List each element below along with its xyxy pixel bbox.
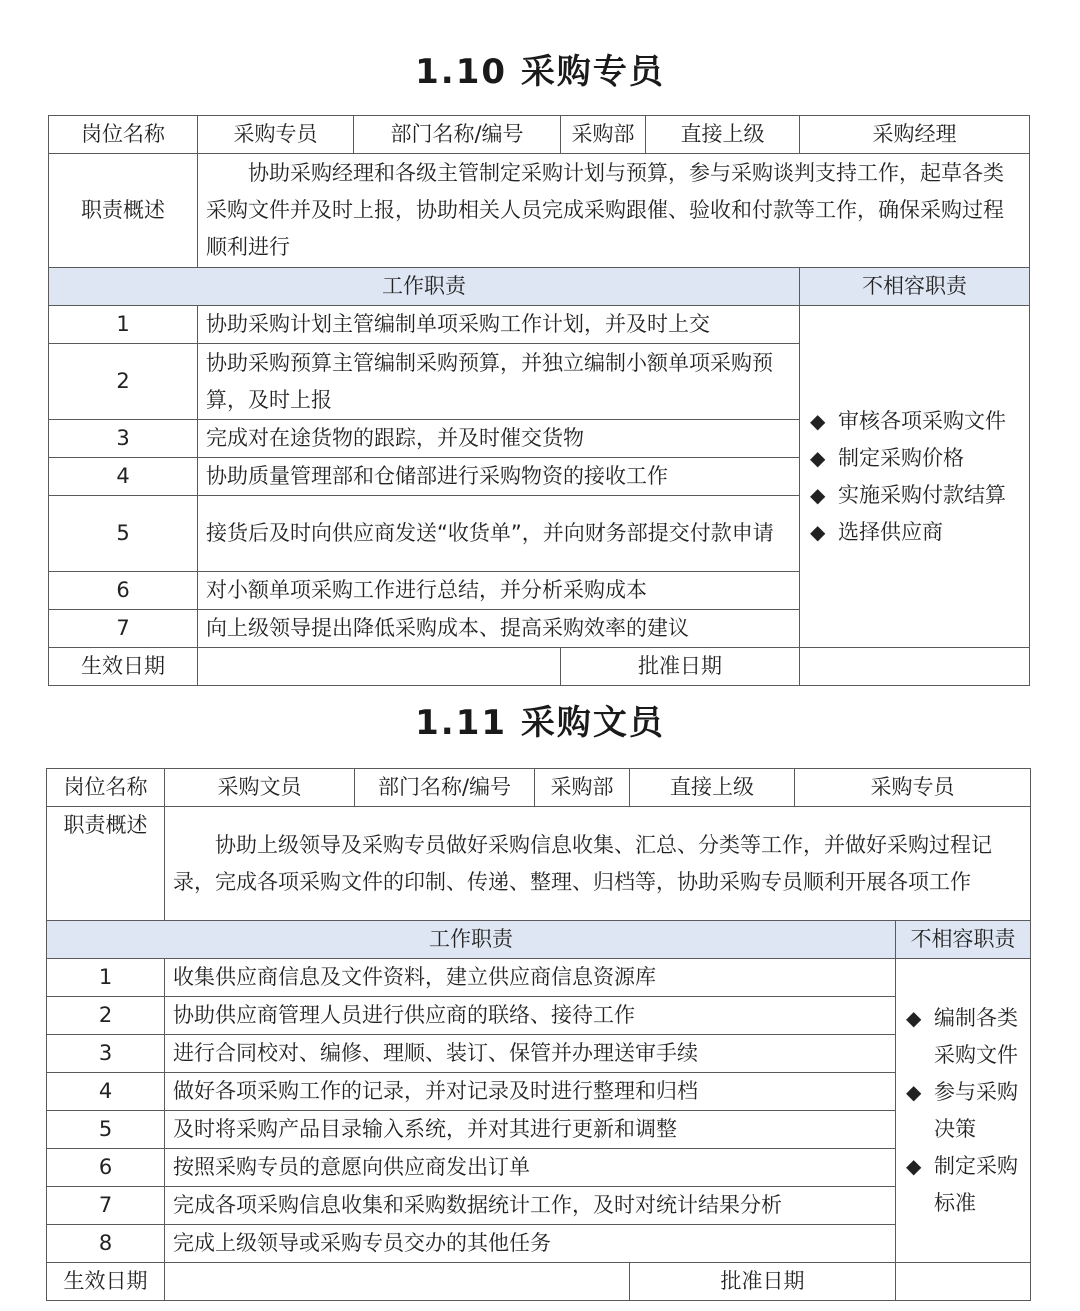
list-item: ◆ 制定采购标准 (904, 1148, 1024, 1222)
superior-label: 直接上级 (646, 116, 800, 154)
duty-text: 协助供应商管理人员进行供应商的联络、接待工作 (165, 997, 896, 1035)
duty-text: 协助质量管理部和仓储部进行采购物资的接收工作 (198, 458, 800, 496)
diamond-bullet-icon: ◆ (810, 519, 826, 544)
duty-number: 1 (49, 306, 198, 344)
duty-number: 2 (49, 344, 198, 420)
department-value: 采购部 (561, 116, 646, 154)
diamond-bullet-icon: ◆ (810, 482, 826, 507)
duty-text: 对小额单项采购工作进行总结，并分析采购成本 (198, 572, 800, 610)
duty-number: 4 (47, 1073, 165, 1111)
effective-date-value (198, 648, 561, 686)
footer-row (47, 1263, 1031, 1301)
effective-date-value (165, 1263, 630, 1301)
approval-date-label: 批准日期 (630, 1263, 896, 1301)
header-row (49, 116, 1030, 154)
superior-value: 采购专员 (795, 769, 1031, 807)
duty-text: 协助采购计划主管编制单项采购工作计划，并及时上交 (198, 306, 800, 344)
incompatible-header: 不相容职责 (896, 921, 1031, 959)
duty-text: 进行合同校对、编修、理顺、装订、保管并办理送审手续 (165, 1035, 896, 1073)
duty-number: 6 (47, 1149, 165, 1187)
incompatible-header: 不相容职责 (800, 268, 1030, 306)
diamond-bullet-icon: ◆ (906, 1005, 922, 1030)
list-item: ◆ 参与采购决策 (904, 1074, 1024, 1148)
incompatible-duties (896, 959, 1031, 1263)
duty-text: 接货后及时向供应商发送“收货单”，并向财务部提交付款申请 (198, 496, 800, 572)
duty-number: 4 (49, 458, 198, 496)
duties-header-row (49, 268, 1030, 306)
duty-number: 7 (49, 610, 198, 648)
list-item: ◆ 编制各类采购文件 (904, 1000, 1024, 1074)
effective-date-label: 生效日期 (47, 1263, 165, 1301)
header-row (47, 769, 1031, 807)
department-label: 部门名称/编号 (354, 116, 561, 154)
diamond-bullet-icon: ◆ (810, 445, 826, 470)
duty-text: 向上级领导提出降低采购成本、提高采购效率的建议 (198, 610, 800, 648)
table-row (47, 1149, 1031, 1187)
department-value: 采购部 (535, 769, 630, 807)
table-row (47, 959, 1031, 997)
diamond-bullet-icon: ◆ (810, 408, 826, 433)
duty-number: 3 (49, 420, 198, 458)
incompatible-duties (800, 306, 1030, 648)
duty-text: 完成各项采购信息收集和采购数据统计工作，及时对统计结果分析 (165, 1187, 896, 1225)
duties-header: 工作职责 (49, 268, 800, 306)
table-row (47, 1035, 1031, 1073)
duties-header-row (47, 921, 1031, 959)
section-title-1-11: 1.11 采购文员 (415, 703, 665, 743)
table-row (47, 997, 1031, 1035)
list-item: ◆ 制定采购价格 (808, 440, 1023, 477)
duty-number: 5 (49, 496, 198, 572)
duty-text: 完成对在途货物的跟踪，并及时催交货物 (198, 420, 800, 458)
table-row (47, 1187, 1031, 1225)
summary-label: 职责概述 (47, 807, 165, 921)
effective-date-label: 生效日期 (49, 648, 198, 686)
summary-row (47, 807, 1031, 921)
duties-header: 工作职责 (47, 921, 896, 959)
duty-number: 2 (47, 997, 165, 1035)
job-table-1-10 (48, 115, 1030, 686)
duty-number: 1 (47, 959, 165, 997)
footer-row (49, 648, 1030, 686)
diamond-bullet-icon: ◆ (906, 1079, 922, 1104)
duty-number: 3 (47, 1035, 165, 1073)
superior-value: 采购经理 (800, 116, 1030, 154)
job-table-1-11 (46, 768, 1031, 1301)
approval-date-value (896, 1263, 1031, 1301)
list-item: ◆ 实施采购付款结算 (808, 477, 1023, 514)
table-row (47, 1073, 1031, 1111)
position-name-value: 采购专员 (198, 116, 354, 154)
position-name-value: 采购文员 (165, 769, 355, 807)
duty-text: 做好各项采购工作的记录，并对记录及时进行整理和归档 (165, 1073, 896, 1111)
position-name-label: 岗位名称 (47, 769, 165, 807)
list-item: ◆ 审核各项采购文件 (808, 403, 1023, 440)
summary-row (49, 154, 1030, 268)
approval-date-value (800, 648, 1030, 686)
position-name-label: 岗位名称 (49, 116, 198, 154)
approval-date-label: 批准日期 (561, 648, 800, 686)
duty-text: 完成上级领导或采购专员交办的其他任务 (165, 1225, 896, 1263)
summary-text: 协助采购经理和各级主管制定采购计划与预算，参与采购谈判支持工作，起草各类采购文件并及时上报，协助相关人员完成采购跟催、验收和付款等工作，确保采购过程顺利进行 (198, 154, 1030, 268)
duty-number: 7 (47, 1187, 165, 1225)
list-item: ◆ 选择供应商 (808, 514, 1023, 551)
section-title-1-10: 1.10 采购专员 (415, 52, 665, 92)
duty-text: 及时将采购产品目录输入系统，并对其进行更新和调整 (165, 1111, 896, 1149)
table-row (49, 306, 1030, 344)
table-row (47, 1225, 1031, 1263)
table-row (47, 1111, 1031, 1149)
duty-number: 6 (49, 572, 198, 610)
superior-label: 直接上级 (630, 769, 795, 807)
diamond-bullet-icon: ◆ (906, 1153, 922, 1178)
duty-text: 协助采购预算主管编制采购预算，并独立编制小额单项采购预算，及时上报 (198, 344, 800, 420)
summary-label: 职责概述 (49, 154, 198, 268)
duty-number: 8 (47, 1225, 165, 1263)
duty-text: 按照采购专员的意愿向供应商发出订单 (165, 1149, 896, 1187)
summary-text: 协助上级领导及采购专员做好采购信息收集、汇总、分类等工作，并做好采购过程记录，完成各项采购文件的印制、传递、整理、归档等，协助采购专员顺利开展各项工作 (165, 807, 1031, 921)
duty-text: 收集供应商信息及文件资料，建立供应商信息资源库 (165, 959, 896, 997)
duty-number: 5 (47, 1111, 165, 1149)
department-label: 部门名称/编号 (355, 769, 535, 807)
